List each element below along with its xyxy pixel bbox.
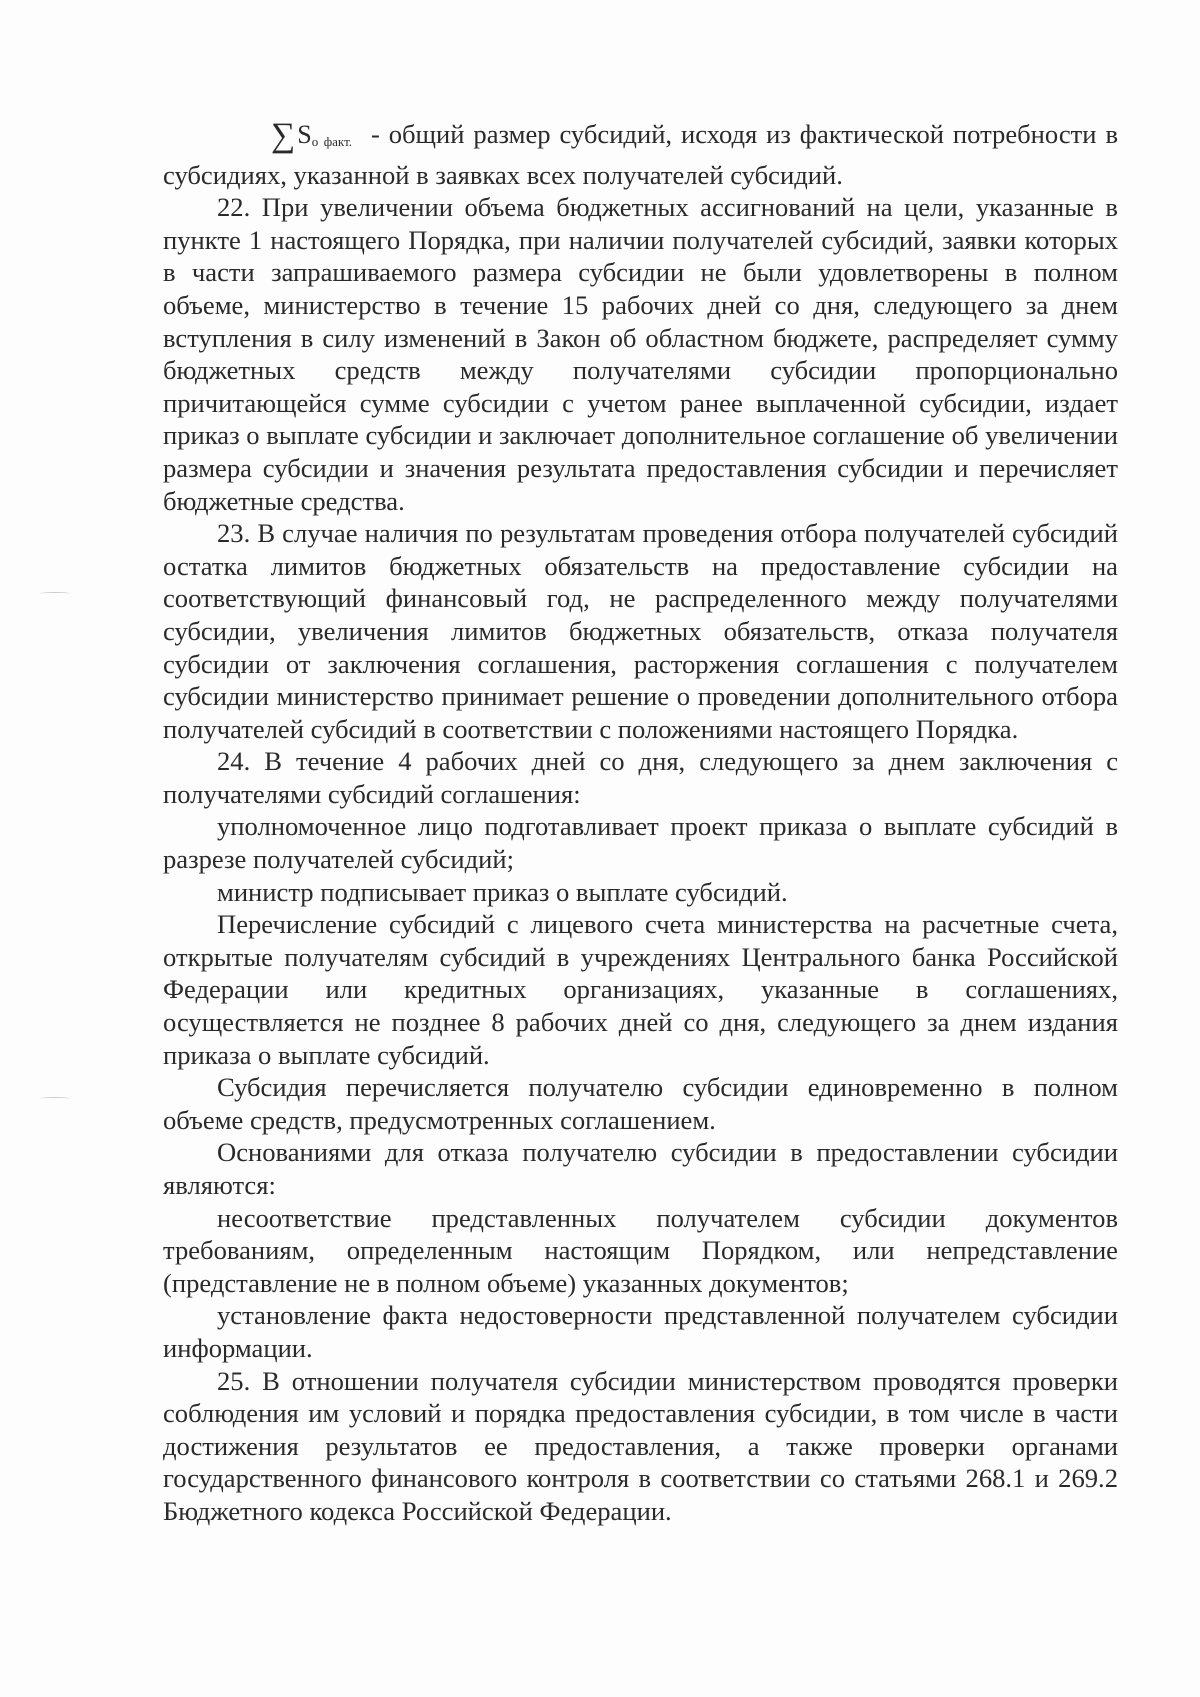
sum-symbol: ∑ — [271, 117, 296, 154]
paragraph-refusal-grounds: Основаниями для отказа получателю субсидии в предоставлении субсидии являются: — [163, 1137, 1118, 1200]
formula-variable: S — [297, 120, 312, 149]
paragraph-24-item-sign-order: министр подписывает приказ о выплате субсидий. — [217, 876, 788, 907]
paragraph-22: 22. При увеличении объема бюджетных ассигнований на цели, указанные в пункте 1 настоящего Порядка, при наличии получателей субсидий, заявки которых в части запрашиваемого размера субсидии не были удовлетворены в полном объеме, министерство в течение 15 рабочих дней со дня, следующего за днем вступления в силу изменений в Закон об областном бюджете, распределяет сумму бюджетных средств между получателями субсидии пропорционально причитающейся сумме субсидии с учетом ранее выплаченной субсидии, издает приказ о выплате субсидии и заключает дополнительное соглашение об увеличении размера субсидии и значения результата предоставления субсидии и перечисляет бюджетные средства. — [163, 192, 1118, 516]
paragraph-24: 24. В течение 4 рабочих дней со дня, следующего за днем заключения с получателями субсидий соглашения: — [163, 746, 1118, 809]
document-body — [163, 118, 1118, 1528]
scan-artifact-mark — [40, 592, 70, 595]
paragraph-24-item-prepare-order: уполномоченное лицо подготавливает проект приказа о выплате субсидий в разрезе получателей субсидий; — [163, 811, 1118, 875]
paragraph-refusal-item-documents: несоответствие представленных получателем субсидии документов требованиям, определенным настоящим Порядком, или непредставление (представление не в полном объеме) указанных документов; — [163, 1202, 1118, 1298]
paragraph-25: 25. В отношении получателя субсидии министерством проводятся проверки соблюдения им условий и порядка предоставления субсидии, в том числе в части достижения результатов ее предоставления, а также проверки органами государственного финансового контроля в соответствии со статьями 268.1 и 269.2 Бюджетного кодекса Российской Федерации. — [163, 1365, 1118, 1526]
paragraph-transfer-terms: Перечисление субсидий с лицевого счета министерства на расчетные счета, открытые получателям субсидий в учреждениях Центрального банка Российской Федерации или кредитных организациях, указанные в соглашениях, осуществляется не позднее 8 рабочих дней со дня, следующего за днем издания приказа о выплате субсидий. — [163, 909, 1118, 1070]
paragraph-23: 23. В случае наличия по результатам проведения отбора получателей субсидий остатка лимитов бюджетных обязательств на предоставление субсидии на соответствующий финансовый год, не распределенного между получателями субсидии, увеличения лимитов бюджетных обязательств, отказа получателя субсидии от заключения соглашения, расторжения соглашения с получателем субсидии министерство принимает решение о проведении дополнительного отбора получателей субсидий в соответствии с положениями настоящего Порядка. — [163, 518, 1118, 744]
formula-definition: - общий размер субсидий, исходя из фактической потребности в субсидиях, указанной в заявках всех получателей субсидий. — [163, 119, 1118, 190]
formula-paragraph — [163, 118, 1118, 191]
formula-subscript: о факт. — [311, 134, 353, 149]
scan-artifact-mark — [40, 1097, 70, 1100]
paragraph-refusal-item-false-info: установление факта недостоверности представленной получателем субсидии информации. — [163, 1300, 1118, 1363]
paragraph-lump-sum: Субсидия перечисляется получателю субсидии единовременно в полном объеме средств, предусмотренных соглашением. — [163, 1072, 1118, 1135]
